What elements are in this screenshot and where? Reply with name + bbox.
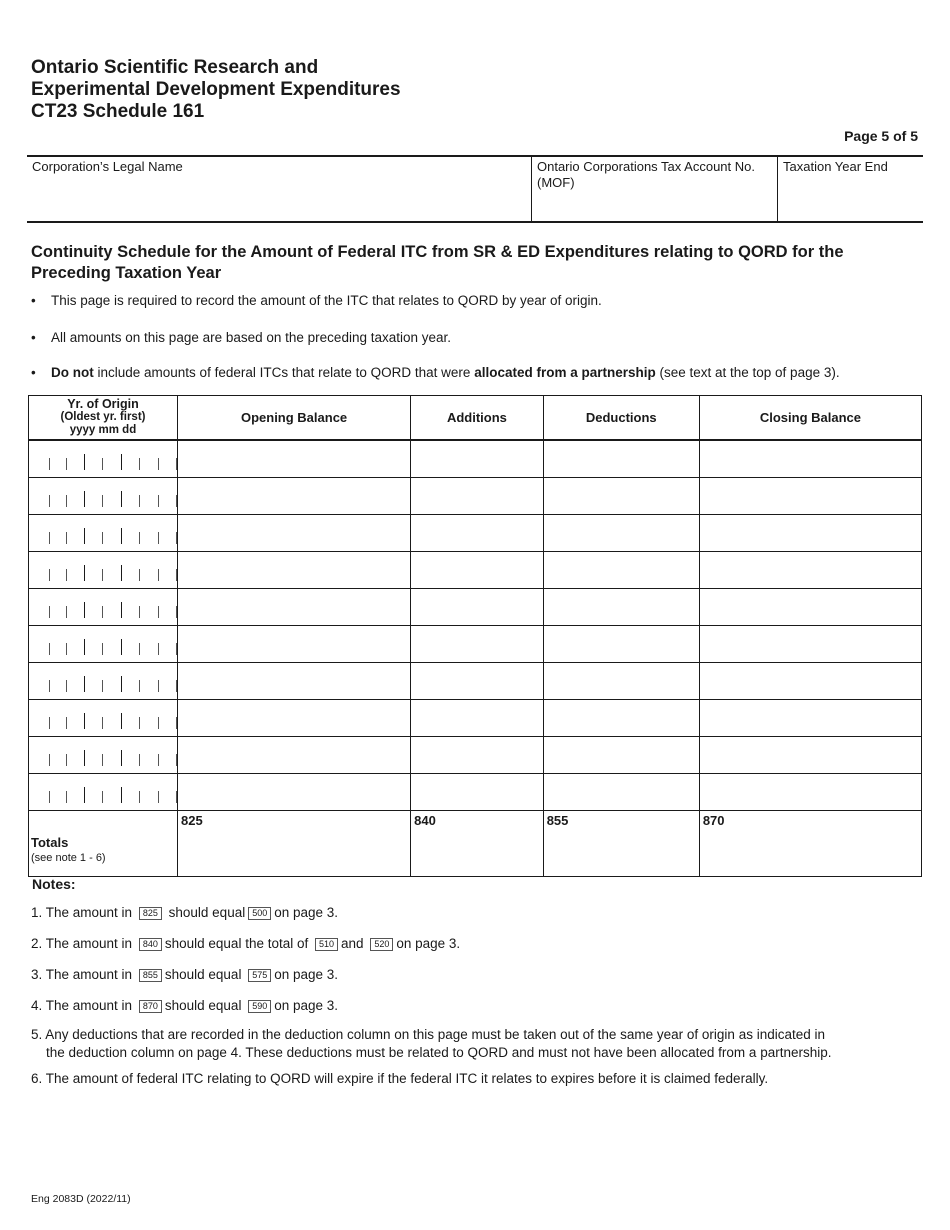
date-separator-tick <box>66 643 67 655</box>
closing-balance-input[interactable] <box>699 699 921 736</box>
closing-balance-input[interactable] <box>699 588 921 625</box>
deductions-input[interactable] <box>543 736 699 773</box>
ref-box-520: 520 <box>370 938 393 951</box>
date-separator-tick <box>176 680 177 692</box>
date-separator-tick <box>49 458 50 470</box>
note-text: should equal <box>168 905 246 920</box>
date-separator-tick <box>121 787 122 803</box>
header-opening-balance: Opening Balance <box>178 396 411 440</box>
year-of-origin-input[interactable] <box>29 773 178 810</box>
total-additions-field[interactable] <box>411 810 544 876</box>
date-separator-tick <box>158 680 159 692</box>
line-code-840: 840 <box>414 812 436 828</box>
date-separator-tick <box>84 565 85 581</box>
year-of-origin-input[interactable] <box>29 514 178 551</box>
date-separator-tick <box>176 458 177 470</box>
opening-balance-input[interactable] <box>178 625 411 662</box>
table-row <box>29 440 922 478</box>
date-separator-tick <box>158 532 159 544</box>
additions-input[interactable] <box>411 477 544 514</box>
opening-balance-input[interactable] <box>178 699 411 736</box>
deductions-input[interactable] <box>543 662 699 699</box>
year-of-origin-input[interactable] <box>29 440 178 478</box>
line-code-825: 825 <box>181 812 203 828</box>
bullet-bold-do-not: Do not <box>51 365 94 380</box>
date-separator-tick <box>102 754 103 766</box>
ref-box-825: 825 <box>139 907 162 920</box>
date-separator-tick <box>176 532 177 544</box>
date-separator-tick <box>158 606 159 618</box>
closing-balance-input[interactable] <box>699 773 921 810</box>
deductions-input[interactable] <box>543 440 699 478</box>
bullet-mid-text: include amounts of federal ITCs that relate to QORD that were <box>93 365 475 380</box>
date-separator-tick <box>121 528 122 544</box>
totals-sublabel: (see note 1 - 6) <box>31 851 106 864</box>
closing-balance-input[interactable] <box>699 662 921 699</box>
total-deductions-field[interactable] <box>543 810 699 876</box>
table-row <box>29 588 922 625</box>
year-of-origin-input[interactable] <box>29 736 178 773</box>
header-origin-sub1: (Oldest yr. first) <box>60 410 146 423</box>
ref-box-590: 590 <box>248 1000 271 1013</box>
title-line-2: Experimental Development Expenditures <box>31 79 401 100</box>
bullet-text: This page is required to record the amount of the ITC that relates to QORD by year of origin. <box>51 293 602 308</box>
note-1 <box>31 904 338 922</box>
year-of-origin-input[interactable] <box>29 662 178 699</box>
date-separator-tick <box>139 569 140 581</box>
deductions-input[interactable] <box>543 551 699 588</box>
date-separator-tick <box>49 569 50 581</box>
table-row <box>29 514 922 551</box>
bullet-dot-icon: • <box>31 365 36 380</box>
date-separator-tick <box>66 606 67 618</box>
additions-input[interactable] <box>411 699 544 736</box>
legal-name-label: Corporation’s Legal Name <box>32 159 183 174</box>
date-separator-tick <box>158 791 159 803</box>
note-text: should equal the total of <box>164 936 309 951</box>
note-text: on page 3. <box>274 998 339 1013</box>
year-end-field[interactable] <box>777 157 923 221</box>
header-origin-main: Yr. of Origin <box>67 396 139 411</box>
tax-account-field[interactable] <box>531 157 777 221</box>
bullet-dot-icon: • <box>31 330 36 345</box>
section-title: Continuity Schedule for the Amount of Federal ITC from SR & ED Expenditures relating to QORD for the Preceding Taxation Year <box>31 243 844 282</box>
date-separator-tick <box>158 643 159 655</box>
date-separator-tick <box>121 750 122 766</box>
date-separator-tick <box>121 602 122 618</box>
date-separator-tick <box>49 643 50 655</box>
bullet-dot-icon: • <box>31 293 36 308</box>
date-separator-tick <box>84 528 85 544</box>
date-separator-tick <box>139 680 140 692</box>
date-separator-tick <box>158 458 159 470</box>
deductions-input[interactable] <box>543 514 699 551</box>
date-separator-tick <box>139 532 140 544</box>
continuity-table <box>28 395 922 877</box>
notes-title: Notes: <box>32 876 76 892</box>
year-of-origin-input[interactable] <box>29 588 178 625</box>
opening-balance-input[interactable] <box>178 588 411 625</box>
closing-balance-input[interactable] <box>699 514 921 551</box>
ref-box-855: 855 <box>139 969 162 982</box>
header-year-of-origin <box>29 396 178 440</box>
note-6: 6. The amount of federal ITC relating to QORD will expire if the federal ITC it relates to expires before it is claimed federally. <box>31 1071 769 1086</box>
date-separator-tick <box>139 643 140 655</box>
deductions-input[interactable] <box>543 588 699 625</box>
opening-balance-input[interactable] <box>178 736 411 773</box>
date-separator-tick <box>66 754 67 766</box>
date-separator-tick <box>139 791 140 803</box>
header-additions: Additions <box>411 396 544 440</box>
date-separator-tick <box>66 569 67 581</box>
closing-balance-input[interactable] <box>699 440 921 478</box>
opening-balance-input[interactable] <box>178 773 411 810</box>
opening-balance-input[interactable] <box>178 440 411 478</box>
date-separator-tick <box>84 454 85 470</box>
date-separator-tick <box>121 639 122 655</box>
table-row <box>29 699 922 736</box>
opening-balance-input[interactable] <box>178 477 411 514</box>
closing-balance-input[interactable] <box>699 551 921 588</box>
note-text: and <box>341 936 364 951</box>
additions-input[interactable] <box>411 625 544 662</box>
note-text: should equal <box>164 967 242 982</box>
totals-label: Totals <box>31 834 69 850</box>
total-opening-balance-field[interactable] <box>178 810 411 876</box>
header-closing-balance: Closing Balance <box>699 396 921 440</box>
form-code: Eng 2083D (2022/11) <box>31 1193 131 1205</box>
table-row <box>29 551 922 588</box>
date-separator-tick <box>102 606 103 618</box>
date-separator-tick <box>49 717 50 729</box>
date-separator-tick <box>49 532 50 544</box>
ref-box-510: 510 <box>315 938 338 951</box>
note-text: 3. The amount in <box>31 967 133 982</box>
date-separator-tick <box>102 458 103 470</box>
date-separator-tick <box>66 717 67 729</box>
date-separator-tick <box>139 606 140 618</box>
line-code-870: 870 <box>702 812 725 828</box>
date-separator-tick <box>158 495 159 507</box>
legal-name-field[interactable] <box>27 157 531 221</box>
totals-label-cell <box>29 810 178 876</box>
table-row <box>29 662 922 699</box>
date-separator-tick <box>158 569 159 581</box>
date-separator-tick <box>139 717 140 729</box>
tax-account-label: Ontario Corporations Tax Account No. (MOF) <box>537 159 755 190</box>
date-separator-tick <box>66 532 67 544</box>
year-of-origin-input[interactable] <box>29 699 178 736</box>
note-5 <box>31 1026 831 1062</box>
additions-input[interactable] <box>411 588 544 625</box>
date-separator-tick <box>102 495 103 507</box>
bullet-text <box>51 365 840 380</box>
date-separator-tick <box>102 643 103 655</box>
date-separator-tick <box>84 491 85 507</box>
date-separator-tick <box>66 791 67 803</box>
deductions-input[interactable] <box>543 699 699 736</box>
header-deductions: Deductions <box>543 396 699 440</box>
note-text: 2. The amount in <box>31 936 133 951</box>
opening-balance-input[interactable] <box>178 551 411 588</box>
date-separator-tick <box>139 495 140 507</box>
additions-input[interactable] <box>411 551 544 588</box>
date-separator-tick <box>139 458 140 470</box>
table-row <box>29 477 922 514</box>
date-separator-tick <box>84 713 85 729</box>
note-text: on page 3. <box>396 936 461 951</box>
date-separator-tick <box>176 754 177 766</box>
date-separator-tick <box>121 713 122 729</box>
note-5-line-1: 5. Any deductions that are recorded in the deduction column on this page must be taken out of the same year of origin as indicated in <box>31 1027 825 1042</box>
date-separator-tick <box>158 754 159 766</box>
date-separator-tick <box>49 791 50 803</box>
date-separator-tick <box>139 754 140 766</box>
note-2 <box>31 935 460 953</box>
title-line-1: Ontario Scientific Research and <box>31 57 319 78</box>
ref-box-500: 500 <box>248 907 271 920</box>
note-3 <box>31 966 338 984</box>
table-row <box>29 773 922 810</box>
deductions-input[interactable] <box>543 773 699 810</box>
deductions-input[interactable] <box>543 625 699 662</box>
date-separator-tick <box>121 565 122 581</box>
date-separator-tick <box>176 717 177 729</box>
date-separator-tick <box>176 791 177 803</box>
line-code-855: 855 <box>546 812 569 828</box>
additions-input[interactable] <box>411 440 544 478</box>
date-separator-tick <box>49 606 50 618</box>
date-separator-tick <box>176 495 177 507</box>
bullet-post-text: (see text at the top of page 3). <box>655 365 840 380</box>
year-of-origin-input[interactable] <box>29 477 178 514</box>
closing-balance-input[interactable] <box>699 736 921 773</box>
title-line-3: CT23 Schedule 161 <box>31 101 205 122</box>
total-closing-balance-field[interactable] <box>699 810 921 876</box>
table-header-row <box>29 396 922 440</box>
date-separator-tick <box>66 495 67 507</box>
closing-balance-input[interactable] <box>699 625 921 662</box>
date-separator-tick <box>84 787 85 803</box>
bullet-text: All amounts on this page are based on the preceding taxation year. <box>51 330 452 345</box>
date-separator-tick <box>84 639 85 655</box>
note-4 <box>31 997 338 1015</box>
bullet-bold-partnership: allocated from a partnership <box>474 365 656 380</box>
date-separator-tick <box>121 454 122 470</box>
date-separator-tick <box>49 680 50 692</box>
date-separator-tick <box>84 602 85 618</box>
date-separator-tick <box>66 680 67 692</box>
opening-balance-input[interactable] <box>178 662 411 699</box>
date-separator-tick <box>158 717 159 729</box>
additions-input[interactable] <box>411 773 544 810</box>
closing-balance-input[interactable] <box>699 477 921 514</box>
additions-input[interactable] <box>411 514 544 551</box>
date-separator-tick <box>84 676 85 692</box>
ref-box-870: 870 <box>139 1000 162 1013</box>
deductions-input[interactable] <box>543 477 699 514</box>
table-row <box>29 736 922 773</box>
note-text: should equal <box>164 998 242 1013</box>
date-separator-tick <box>102 532 103 544</box>
note-text: on page 3. <box>274 905 339 920</box>
year-of-origin-input[interactable] <box>29 625 178 662</box>
date-separator-tick <box>49 495 50 507</box>
date-separator-tick <box>66 458 67 470</box>
year-of-origin-input[interactable] <box>29 551 178 588</box>
date-separator-tick <box>121 676 122 692</box>
date-separator-tick <box>102 717 103 729</box>
date-separator-tick <box>176 606 177 618</box>
date-separator-tick <box>102 680 103 692</box>
totals-row <box>29 810 922 876</box>
note-text: 1. The amount in <box>31 905 133 920</box>
date-separator-tick <box>121 491 122 507</box>
additions-input[interactable] <box>411 736 544 773</box>
additions-input[interactable] <box>411 662 544 699</box>
ref-box-840: 840 <box>139 938 162 951</box>
date-separator-tick <box>102 791 103 803</box>
note-text: 4. The amount in <box>31 998 133 1013</box>
year-end-label: Taxation Year End <box>783 159 888 174</box>
ref-box-575: 575 <box>248 969 271 982</box>
date-separator-tick <box>176 643 177 655</box>
note-text: on page 3. <box>274 967 339 982</box>
header-origin-sub2: yyyy mm dd <box>69 423 137 436</box>
date-separator-tick <box>84 750 85 766</box>
identification-fields <box>27 155 923 223</box>
page-number: Page 5 of 5 <box>844 128 918 144</box>
opening-balance-input[interactable] <box>178 514 411 551</box>
form-title <box>31 57 401 123</box>
date-separator-tick <box>102 569 103 581</box>
date-separator-tick <box>49 754 50 766</box>
note-5-line-2: the deduction column on page 4. These deductions must be related to QORD and must not have been allocated from a partnership. <box>46 1045 832 1060</box>
table-row <box>29 625 922 662</box>
date-separator-tick <box>176 569 177 581</box>
